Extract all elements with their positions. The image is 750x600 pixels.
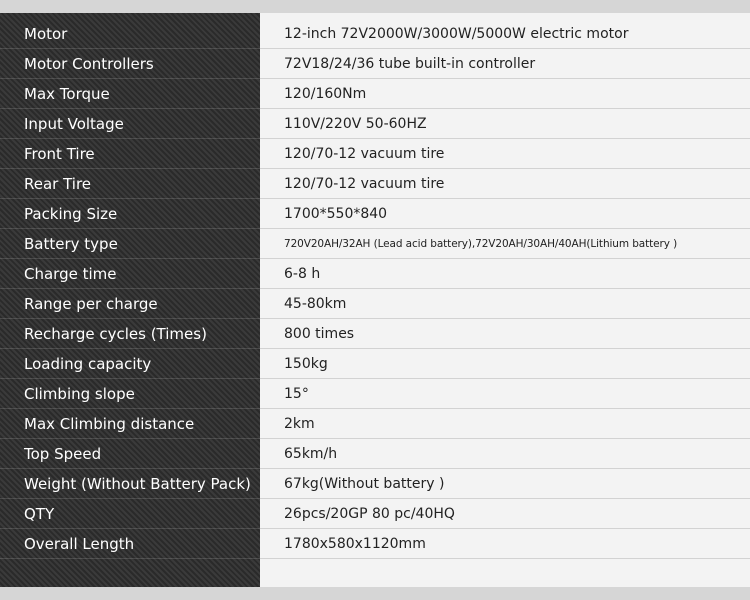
spec-value: 72V18/24/36 tube built-in controller [260,49,750,79]
spec-label: Motor Controllers [0,49,260,79]
spec-value: 15° [260,379,750,409]
spec-row-motor [0,19,750,49]
spec-label: Max Torque [0,79,260,109]
spec-row-packing-size [0,199,750,229]
spec-value: 120/70-12 vacuum tire [260,169,750,199]
spec-row-weight [0,469,750,499]
spec-row-climbing-slope [0,379,750,409]
spec-row-input-voltage [0,109,750,139]
spec-label: Weight (Without Battery Pack) [0,469,260,499]
spec-row-max-climbing-distance [0,409,750,439]
spec-sheet [0,13,750,587]
spec-table [0,19,750,559]
spec-label: Charge time [0,259,260,289]
spec-row-battery-type [0,229,750,259]
spec-row-qty [0,499,750,529]
spec-label: Motor [0,19,260,49]
spec-row-recharge-cycles [0,319,750,349]
spec-label: Input Voltage [0,109,260,139]
spec-label: Front Tire [0,139,260,169]
spec-row-top-speed [0,439,750,469]
spec-label: Range per charge [0,289,260,319]
spec-row-max-torque [0,79,750,109]
spec-value: 26pcs/20GP 80 pc/40HQ [260,499,750,529]
spec-row-range-per-charge [0,289,750,319]
spec-row-loading-capacity [0,349,750,379]
spec-row-front-tire [0,139,750,169]
spec-label: Top Speed [0,439,260,469]
spec-row-overall-length [0,529,750,559]
spec-value: 800 times [260,319,750,349]
spec-value: 45-80km [260,289,750,319]
spec-label: Loading capacity [0,349,260,379]
spec-value: 1780x580x1120mm [260,529,750,559]
spec-label: Packing Size [0,199,260,229]
spec-value: 6-8 h [260,259,750,289]
spec-value: 65km/h [260,439,750,469]
spec-row-motor-controllers [0,49,750,79]
spec-value: 120/160Nm [260,79,750,109]
spec-value: 110V/220V 50-60HZ [260,109,750,139]
spec-value: 1700*550*840 [260,199,750,229]
spec-label: QTY [0,499,260,529]
spec-label: Recharge cycles (Times) [0,319,260,349]
spec-value: 120/70-12 vacuum tire [260,139,750,169]
spec-value: 150kg [260,349,750,379]
spec-label: Climbing slope [0,379,260,409]
spec-label: Max Climbing distance [0,409,260,439]
spec-value: 67kg(Without battery ) [260,469,750,499]
spec-label: Battery type [0,229,260,259]
spec-value: 12-inch 72V2000W/3000W/5000W electric motor [260,19,750,49]
spec-value: 720V20AH/32AH (Lead acid battery),72V20AH/30AH/40AH(Lithium battery ) [260,229,750,259]
spec-row-rear-tire [0,169,750,199]
spec-label: Overall Length [0,529,260,559]
spec-value: 2km [260,409,750,439]
spec-label: Rear Tire [0,169,260,199]
spec-row-charge-time [0,259,750,289]
